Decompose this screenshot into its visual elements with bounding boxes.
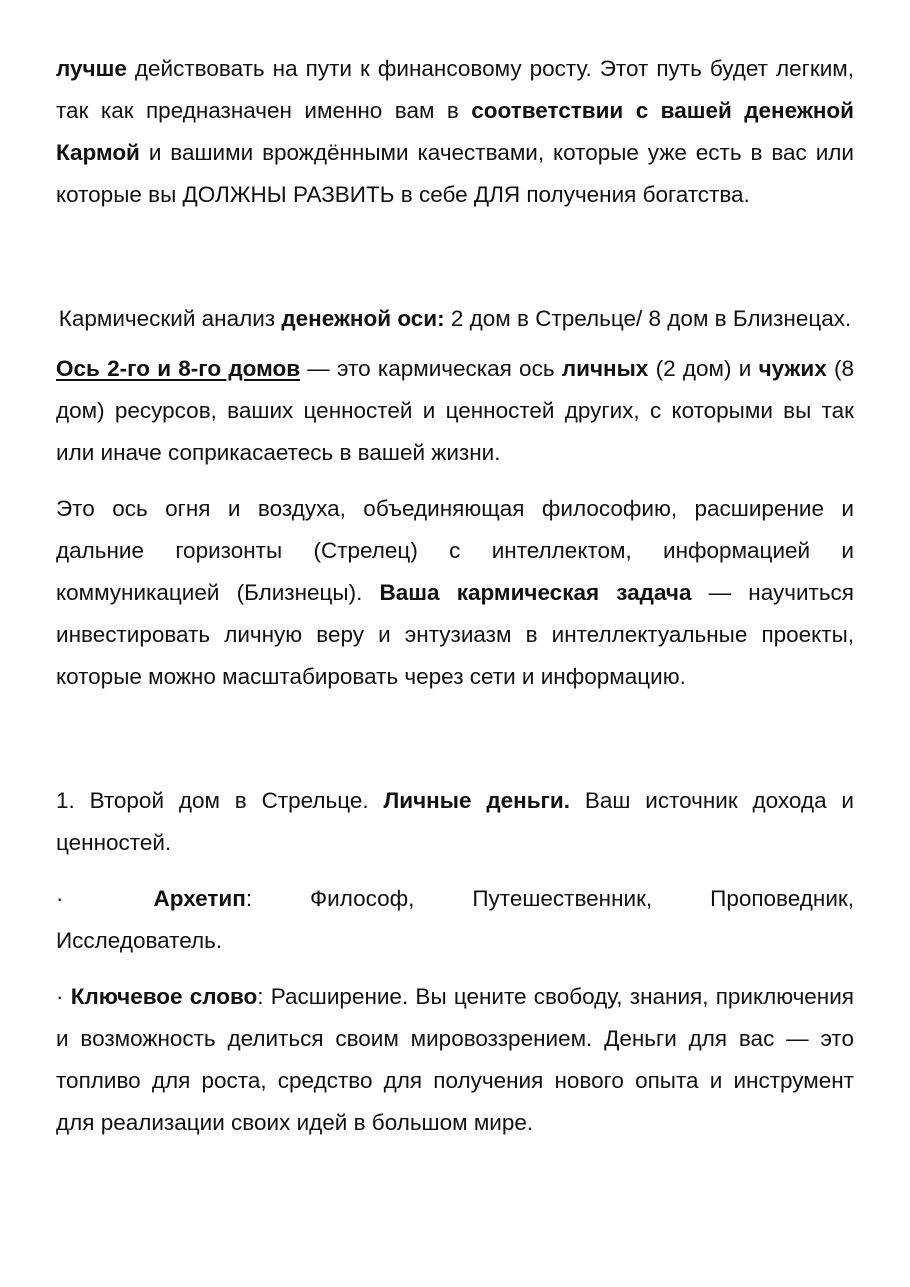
section-heading [56, 298, 854, 340]
axis-paragraph [56, 348, 854, 474]
elements-paragraph [56, 488, 854, 698]
bullet-dot: · [56, 886, 64, 911]
underlined-text: Ось 2-го и 8-го домов [56, 356, 301, 381]
second-house-paragraph [56, 780, 854, 864]
text-span: Это ось огня и воздуха, объединяющая философию, расширение и дальние горизонты (Стрелец) с интеллектом, информацией и коммуникацией (Близнецы). [56, 496, 854, 605]
bold-text: денежной оси: [281, 306, 445, 331]
text-span: — это кармическая ось [300, 356, 562, 381]
text-span: (2 дом) и [648, 356, 759, 381]
bold-text: соответствии с вашей денежной Кармой [56, 98, 854, 165]
text-span: 2 дом в Стрельце/ 8 дом в Близнецах. [444, 306, 852, 331]
bullet-dot: · [56, 984, 64, 1009]
bold-text: чужих [758, 356, 827, 381]
text-span: : Философ, Путешественник, Проповедник, Исследователь. [56, 886, 854, 953]
text-span: 1. Второй дом в Стрельце. [56, 788, 384, 813]
bold-text: Ключевое слово [70, 984, 258, 1009]
intro-paragraph [56, 48, 854, 216]
bold-text: Личные деньги. [383, 788, 571, 813]
archetype-bullet [56, 878, 854, 962]
text-span: действовать на пути к финансовому росту. Этот путь будет легким, так как предназначен именно вам в [56, 56, 854, 123]
document-page [56, 48, 854, 1144]
text-span: и вашими врождёнными качествами, которые уже есть в вас или которые вы ДОЛЖНЫ РАЗВИТЬ в себе ДЛЯ получения богатства. [56, 140, 854, 207]
bold-text: лучше [56, 56, 127, 81]
text-span: — научиться инвестировать личную веру и энтузиазм в интеллектуальные проекты, которые можно масштабировать через сети и информацию. [56, 580, 854, 689]
bold-text: Архетип [153, 886, 246, 911]
text-span: Ваш источник дохода и ценностей. [56, 788, 854, 855]
text-span: Кармический анализ [58, 306, 282, 331]
text-span: (8 дом) ресурсов, ваших ценностей и ценностей других, с которыми вы так или иначе соприкасаетесь в вашей жизни. [56, 356, 854, 465]
bold-text: личных [561, 356, 649, 381]
bold-text [56, 356, 300, 381]
keyword-bullet [56, 976, 854, 1144]
bold-text: Ваша кармическая задача [379, 580, 692, 605]
text-span: : Расширение. Вы цените свободу, знания, приключения и возможность делиться своим мировоззрением. Деньги для вас — это топливо для роста, средство для получения нового опыта и инструмент для реализации своих идей в большом мире. [56, 984, 854, 1135]
